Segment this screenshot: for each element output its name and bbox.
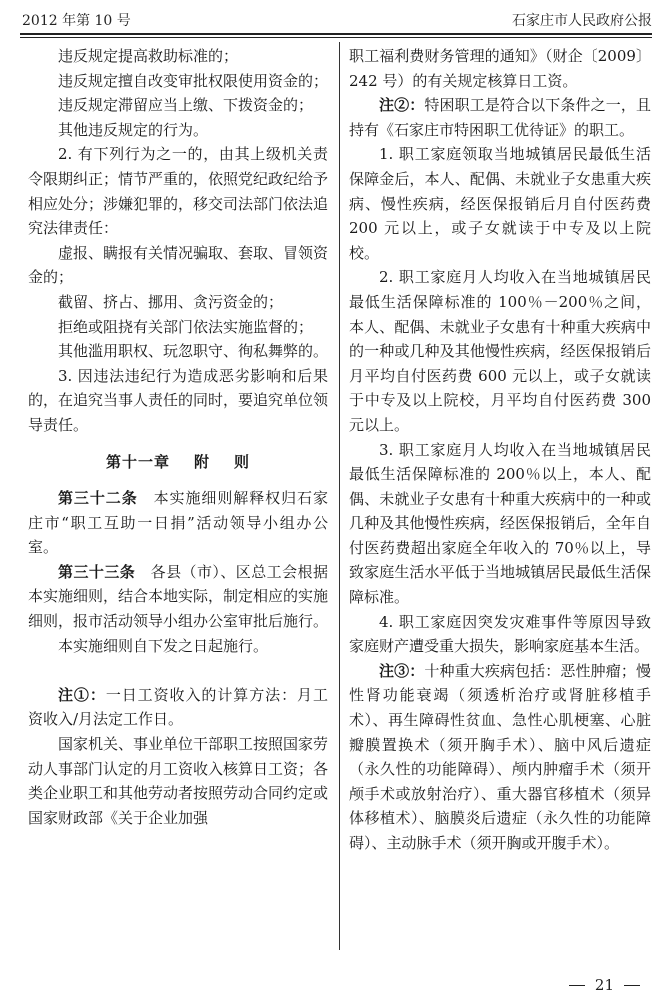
header-rule-thin [20,37,652,38]
chapter-heading [28,450,328,475]
chapter-title-b: 则 [234,452,251,471]
right-column [349,44,651,856]
article-text: 各县（市）、区总工会根据本实施细则，结合本地实际，制定相应的实施细则，报市活动领导小组办公室审批后施行。 [28,562,329,631]
chapter-title-a: 附 [193,452,210,471]
list-item: 1. 职工家庭领取当地城镇居民最低生活保障金后，本人、配偶、未就业子女患重大疾病、慢性疾病，经医保报销后月自付医药费 200 元以上，或子女就读于中专及以上院校。 [349,145,651,262]
note-2-label: 注②： [379,96,425,115]
publication-title: 石家庄市人民政府公报 [512,13,652,29]
list-item: 4. 职工家庭因突发灾难事件等原因导致家庭财产遭受重大损失，影响家庭基本生活。 [349,612,651,656]
page-header [22,8,652,30]
paragraph: 国家机关、事业单位干部职工按照国家劳动人事部门认定的月工资收入核算日工资；各类企业职工和其他劳动者按照劳动合同约定或国家财政部《关于企业加强 [28,735,329,827]
note-3-label: 注③： [379,661,425,680]
paragraph: 违反规定提高救助标准的； [58,47,239,65]
paragraph: 其他违反规定的行为。 [58,120,209,139]
paragraph: 虚报、瞒报有关情况骗取、套取、冒领资金的； [28,243,329,287]
article-lead: 第三十二条 [58,489,138,508]
paragraph: 其他滥用职权、玩忽职守、徇私舞弊的。 [58,342,329,361]
footer-dash-right [624,985,640,986]
effective-date-clause: 本实施细则自下发之日起施行。 [58,636,269,655]
article-text: 本实施细则解释权归石家庄市“职工互助一日捐”活动领导小组办公室。 [28,489,328,557]
paragraph-continued: 职工福利费财务管理的通知》（财企〔2009〕242 号）的有关规定核算日工资。 [349,47,651,90]
chapter-number: 第十一章 [105,452,170,471]
list-item: 3. 职工家庭月人均收入在当地城镇居民最低生活保障标准的 200％以上，本人、配偶、未就业子女患有十种重大疾病中的一种或几种及其他慢性疾病，经医保报销后，全年自付医药费超出家庭全年收入的 70％以上，导致家庭生活水平低于当地城镇居民最低生活保障标准。 [349,440,651,607]
note-2 [349,93,651,142]
article-32 [28,486,328,560]
article-lead: 第三十三条 [58,562,136,581]
list-item: 2. 职工家庭月人均收入在当地城镇居民最低生活保障标准的 100％－200％之间，本人、配偶、未就业子女患有十种重大疾病中的一种或几种及其他慢性疾病，经医保报销后月平均自付医药费 600 元以上，或子女就读于中专及以上院校，月平均自付医药费 300 元以上。 [349,268,651,434]
paragraph: 违反规定滞留应当上缴、下拨资金的； [58,96,314,115]
page-number: 21 [594,976,614,994]
header-rule-thick [20,33,652,35]
page-footer [569,976,640,994]
note-1-text: 一日工资收入的计算方法：月工资收入/月法定工作日。 [28,685,328,729]
paragraph: 截留、挤占、挪用、贪污资金的； [58,292,284,311]
note-2-text: 特困职工是符合以下条件之一，且持有《石家庄市特困职工优待证》的职工。 [349,96,651,139]
paragraph: 拒绝或阻挠有关部门依法实施监督的； [58,317,314,336]
article-33 [28,560,328,634]
left-column [28,44,328,830]
paragraph: 3. 因违法违纪行为造成恶劣影响和后果的，在追究当事人责任的同时，要追究单位领导责任。 [28,366,329,434]
note-1-label: 注①： [58,685,106,704]
note-3-text: 十种重大疾病包括：恶性肿瘤；慢性肾功能衰竭（须透析治疗或肾脏移植手术）、再生障碍性贫血、急性心肌梗塞、心脏瓣膜置换术（须开胸手术）、脑中风后遗症（永久性的功能障碍）、颅内肿瘤手术（须开颅手术或放射治疗）、重大器官移植术（须异体移植术）、脑膜炎后遗症（永久性的功能障碍）、主动脉手术（须开胸或开腹手术）。 [349,661,651,852]
column-divider [339,42,340,950]
note-3 [349,659,651,856]
paragraph: 2. 有下列行为之一的，由其上级机关责令限期纠正；情节严重的，依照党纪政纪给予相应处分；涉嫌犯罪的，移交司法部门依法追究法律责任： [28,145,329,238]
note-1 [28,683,328,732]
footer-dash-left [569,985,585,986]
paragraph: 违反规定擅自改变审批权限使用资金的； [58,71,329,90]
issue-label: 2012 年第 10 号 [22,13,131,29]
